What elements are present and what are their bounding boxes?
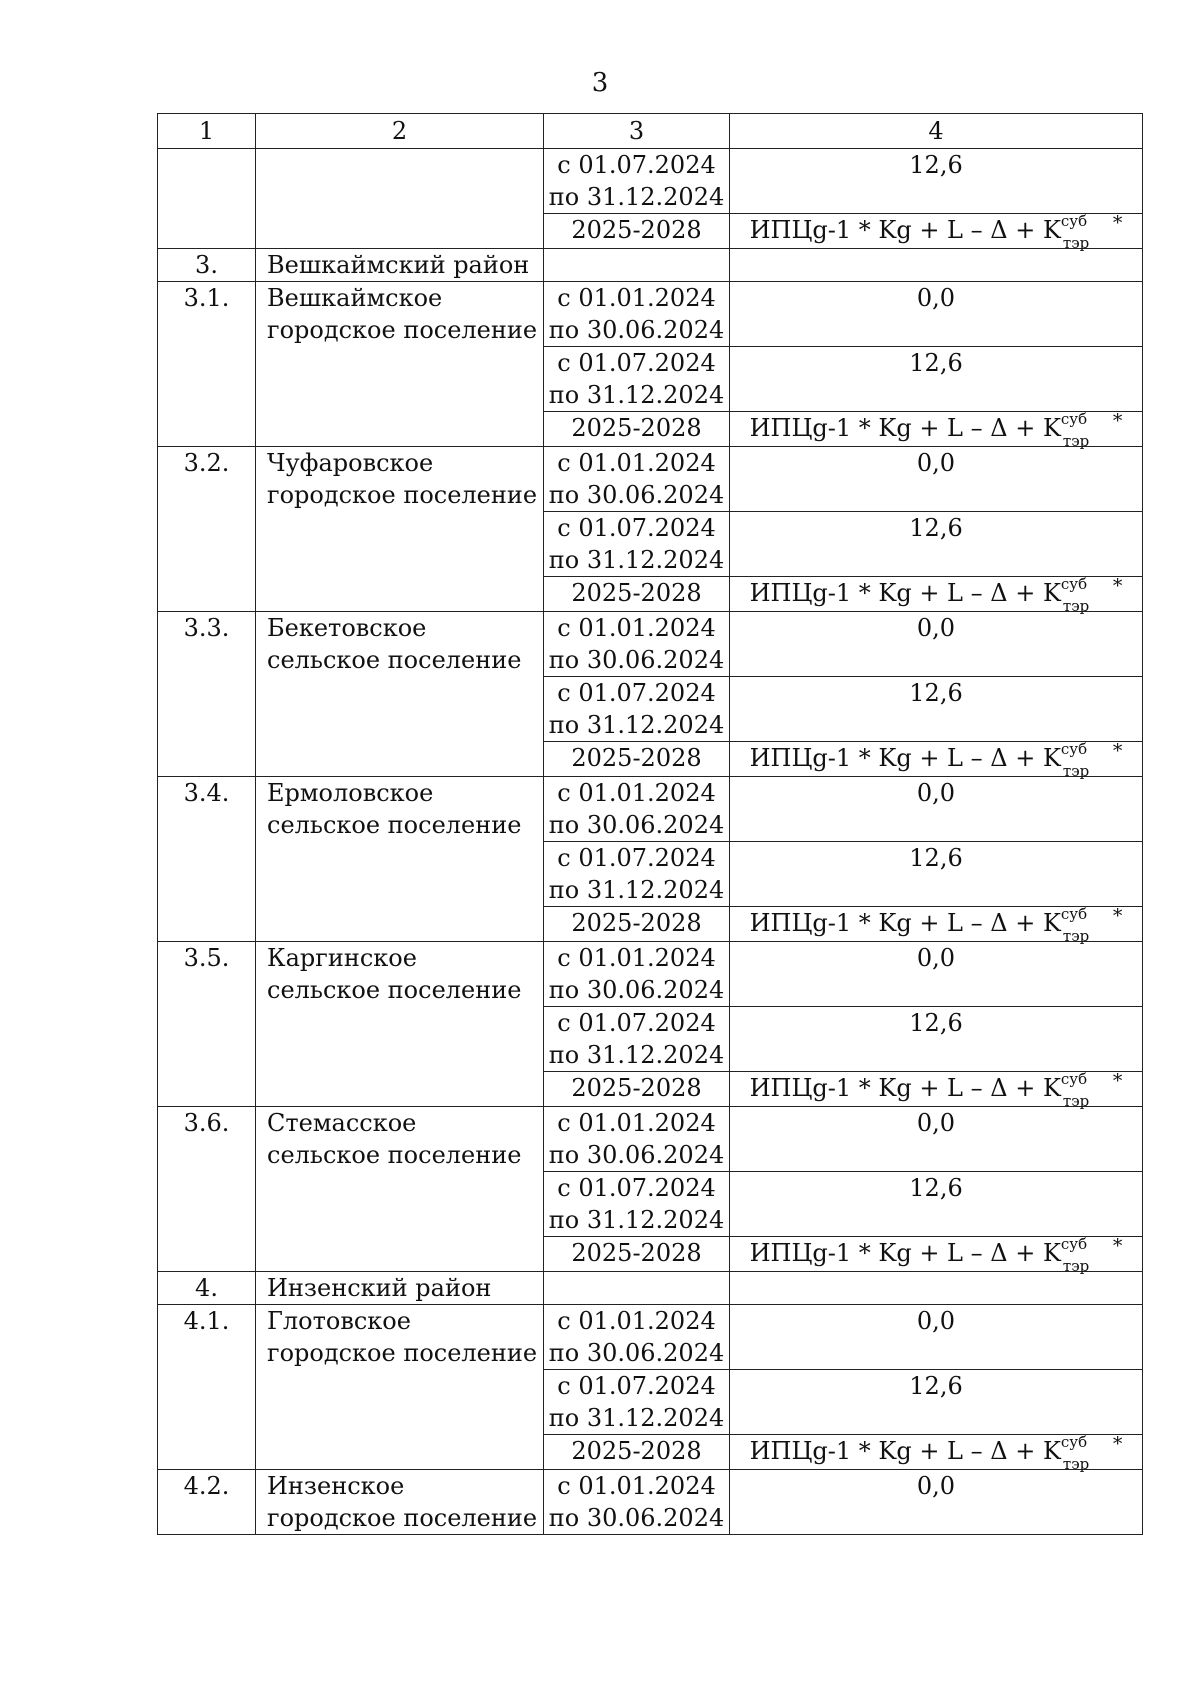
table-row	[158, 777, 1143, 842]
period-cell	[544, 1107, 730, 1172]
value-cell: 12,6	[730, 1370, 1143, 1435]
period-end: по 31.12.2024	[548, 876, 725, 904]
settlement-name-line2: сельское поселение	[267, 1141, 522, 1169]
period-cell	[544, 512, 730, 577]
formula-superscript: суб	[1060, 212, 1088, 230]
formula-main: ИПЦg-1 * Kg + L – Δ + K	[749, 1074, 1061, 1102]
formula-superscript: суб	[1060, 1070, 1088, 1088]
settlement-name	[256, 149, 544, 249]
value-cell: 0,0	[730, 1470, 1143, 1535]
period-start: с 01.01.2024	[557, 449, 716, 477]
formula-cell	[730, 905, 1143, 945]
value-cell: 0,0	[730, 777, 1143, 842]
settlement-name	[256, 1470, 544, 1535]
row-number: 3.3.	[158, 612, 256, 777]
value-cell: 12,6	[730, 149, 1143, 214]
settlement-name-line2: городское поселение	[267, 1504, 538, 1532]
period-end: по 31.12.2024	[548, 711, 725, 739]
period-cell	[544, 1470, 730, 1535]
header-col-3: 3	[544, 114, 730, 149]
period-range: 2025-2028	[544, 1237, 730, 1272]
settlement-name-line2: городское поселение	[267, 481, 538, 509]
table-row	[158, 1305, 1143, 1370]
formula-main: ИПЦg-1 * Kg + L – Δ + K	[749, 579, 1061, 607]
settlement-name	[256, 942, 544, 1107]
period-range: 2025-2028	[544, 1072, 730, 1107]
period-start: с 01.01.2024	[557, 1109, 716, 1137]
formula-subscript: тэр	[1062, 762, 1090, 780]
period-end: по 30.06.2024	[548, 1504, 725, 1532]
header-col-4: 4	[730, 114, 1143, 149]
period-cell	[544, 777, 730, 842]
period-cell	[544, 447, 730, 512]
period-range: 2025-2028	[544, 412, 730, 447]
settlement-name	[256, 1305, 544, 1470]
empty-cell	[730, 1272, 1143, 1305]
period-start: с 01.07.2024	[557, 844, 716, 872]
row-number	[158, 149, 256, 249]
formula-subscript: тэр	[1062, 1257, 1090, 1275]
district-name: Вешкаймский район	[256, 249, 544, 282]
period-start: с 01.07.2024	[557, 679, 716, 707]
settlement-name-line1: Стемасское	[267, 1109, 417, 1137]
period-end: по 30.06.2024	[548, 1339, 725, 1367]
period-start: с 01.07.2024	[557, 349, 716, 377]
period-range: 2025-2028	[544, 742, 730, 777]
formula-main: ИПЦg-1 * Kg + L – Δ + K	[749, 909, 1061, 937]
formula-superscript: суб	[1060, 1433, 1088, 1451]
value-cell: 0,0	[730, 1107, 1143, 1172]
period-range: 2025-2028	[544, 577, 730, 612]
formula-subscript: тэр	[1062, 234, 1090, 252]
period-start: с 01.01.2024	[557, 1307, 716, 1335]
formula-star: *	[1112, 740, 1123, 762]
value-cell: 12,6	[730, 347, 1143, 412]
table-row	[158, 1470, 1143, 1535]
table-row	[158, 1107, 1143, 1172]
settlement-name-line2: сельское поселение	[267, 646, 522, 674]
value-cell: 0,0	[730, 612, 1143, 677]
settlement-name-line1: Ермоловское	[267, 779, 434, 807]
formula-cell	[730, 1235, 1143, 1275]
period-start: с 01.01.2024	[557, 1472, 716, 1500]
header-col-1: 1	[158, 114, 256, 149]
period-start: с 01.07.2024	[557, 1372, 716, 1400]
period-start: с 01.01.2024	[557, 284, 716, 312]
formula-star: *	[1112, 905, 1123, 927]
period-cell	[544, 149, 730, 214]
table-row	[158, 942, 1143, 1007]
period-cell	[544, 1305, 730, 1370]
formula-cell	[730, 1433, 1143, 1473]
table-row	[158, 149, 1143, 214]
formula-star: *	[1112, 410, 1123, 432]
value-cell: 0,0	[730, 447, 1143, 512]
district-row	[158, 1272, 1143, 1305]
value-cell: 12,6	[730, 677, 1143, 742]
empty-cell	[730, 249, 1143, 282]
page-number: 3	[591, 68, 609, 98]
settlement-name	[256, 777, 544, 942]
row-number: 3.1.	[158, 282, 256, 447]
table-header-row	[158, 114, 1143, 149]
formula-main: ИПЦg-1 * Kg + L – Δ + K	[749, 744, 1061, 772]
period-start: с 01.07.2024	[557, 151, 716, 179]
period-range: 2025-2028	[544, 214, 730, 249]
settlement-name-line2: городское поселение	[267, 316, 538, 344]
period-end: по 31.12.2024	[548, 1404, 725, 1432]
value-cell: 0,0	[730, 1305, 1143, 1370]
table-row	[158, 447, 1143, 512]
period-end: по 31.12.2024	[548, 1206, 725, 1234]
period-cell	[544, 347, 730, 412]
formula-cell	[730, 740, 1143, 780]
formula-main: ИПЦg-1 * Kg + L – Δ + K	[749, 1239, 1061, 1267]
settlement-name-line2: сельское поселение	[267, 976, 522, 1004]
formula-superscript: суб	[1060, 905, 1088, 923]
formula-subscript: тэр	[1062, 1455, 1090, 1473]
formula-superscript: суб	[1060, 575, 1088, 593]
period-start: с 01.01.2024	[557, 944, 716, 972]
period-end: по 31.12.2024	[548, 546, 725, 574]
settlement-name-line1: Инзенское	[267, 1472, 405, 1500]
period-end: по 30.06.2024	[548, 316, 725, 344]
district-name: Инзенский район	[256, 1272, 544, 1305]
formula-main: ИПЦg-1 * Kg + L – Δ + K	[749, 414, 1061, 442]
period-end: по 30.06.2024	[548, 976, 725, 1004]
value-cell: 12,6	[730, 842, 1143, 907]
formula-star: *	[1112, 1235, 1123, 1257]
period-start: с 01.01.2024	[557, 779, 716, 807]
period-cell	[544, 942, 730, 1007]
formula-cell	[730, 212, 1143, 252]
settlement-name-line1: Глотовское	[267, 1307, 411, 1335]
formula-subscript: тэр	[1062, 927, 1090, 945]
period-end: по 30.06.2024	[548, 1141, 725, 1169]
settlement-name-line1: Каргинское	[267, 944, 417, 972]
district-number: 3.	[158, 249, 256, 282]
period-start: с 01.07.2024	[557, 1174, 716, 1202]
value-cell: 0,0	[730, 282, 1143, 347]
formula-cell	[730, 410, 1143, 450]
formula-cell	[730, 575, 1143, 615]
formula-star: *	[1112, 1070, 1123, 1092]
row-number: 4.1.	[158, 1305, 256, 1470]
formula-star: *	[1112, 1433, 1123, 1455]
tariff-table	[157, 113, 1143, 1535]
formula-cell	[730, 1070, 1143, 1110]
period-range: 2025-2028	[544, 907, 730, 942]
settlement-name	[256, 447, 544, 612]
header-col-2: 2	[256, 114, 544, 149]
district-row	[158, 249, 1143, 282]
period-cell	[544, 677, 730, 742]
period-cell	[544, 282, 730, 347]
value-cell: 12,6	[730, 1007, 1143, 1072]
settlement-name-line1: Чуфаровское	[267, 449, 434, 477]
empty-cell	[544, 1272, 730, 1305]
settlement-name-line1: Вешкаймское	[267, 284, 443, 312]
district-number: 4.	[158, 1272, 256, 1305]
value-cell: 12,6	[730, 512, 1143, 577]
row-number: 3.4.	[158, 777, 256, 942]
period-end: по 30.06.2024	[548, 481, 725, 509]
empty-cell	[544, 249, 730, 282]
period-end: по 30.06.2024	[548, 646, 725, 674]
period-end: по 31.12.2024	[548, 183, 725, 211]
row-number: 3.5.	[158, 942, 256, 1107]
table-row	[158, 282, 1143, 347]
formula-main: ИПЦg-1 * Kg + L – Δ + K	[749, 1437, 1061, 1465]
settlement-name-line2: сельское поселение	[267, 811, 522, 839]
formula-main: ИПЦg-1 * Kg + L – Δ + K	[749, 216, 1061, 244]
formula-star: *	[1112, 212, 1123, 234]
row-number: 3.2.	[158, 447, 256, 612]
formula-superscript: суб	[1060, 410, 1088, 428]
period-start: с 01.07.2024	[557, 514, 716, 542]
settlement-name-line2: городское поселение	[267, 1339, 538, 1367]
period-end: по 30.06.2024	[548, 811, 725, 839]
period-end: по 31.12.2024	[548, 1041, 725, 1069]
formula-superscript: суб	[1060, 740, 1088, 758]
row-number: 3.6.	[158, 1107, 256, 1272]
settlement-name-line1: Бекетовское	[267, 614, 427, 642]
settlement-name	[256, 282, 544, 447]
period-start: с 01.07.2024	[557, 1009, 716, 1037]
period-cell	[544, 842, 730, 907]
period-start: с 01.01.2024	[557, 614, 716, 642]
period-cell	[544, 612, 730, 677]
value-cell: 0,0	[730, 942, 1143, 1007]
formula-superscript: суб	[1060, 1235, 1088, 1253]
period-cell	[544, 1172, 730, 1237]
settlement-name	[256, 612, 544, 777]
period-end: по 31.12.2024	[548, 381, 725, 409]
table-row	[158, 612, 1143, 677]
formula-subscript: тэр	[1062, 432, 1090, 450]
formula-subscript: тэр	[1062, 1092, 1090, 1110]
formula-subscript: тэр	[1062, 597, 1090, 615]
formula-star: *	[1112, 575, 1123, 597]
settlement-name	[256, 1107, 544, 1272]
row-number: 4.2.	[158, 1470, 256, 1535]
period-cell	[544, 1007, 730, 1072]
period-cell	[544, 1370, 730, 1435]
period-range: 2025-2028	[544, 1435, 730, 1470]
value-cell: 12,6	[730, 1172, 1143, 1237]
